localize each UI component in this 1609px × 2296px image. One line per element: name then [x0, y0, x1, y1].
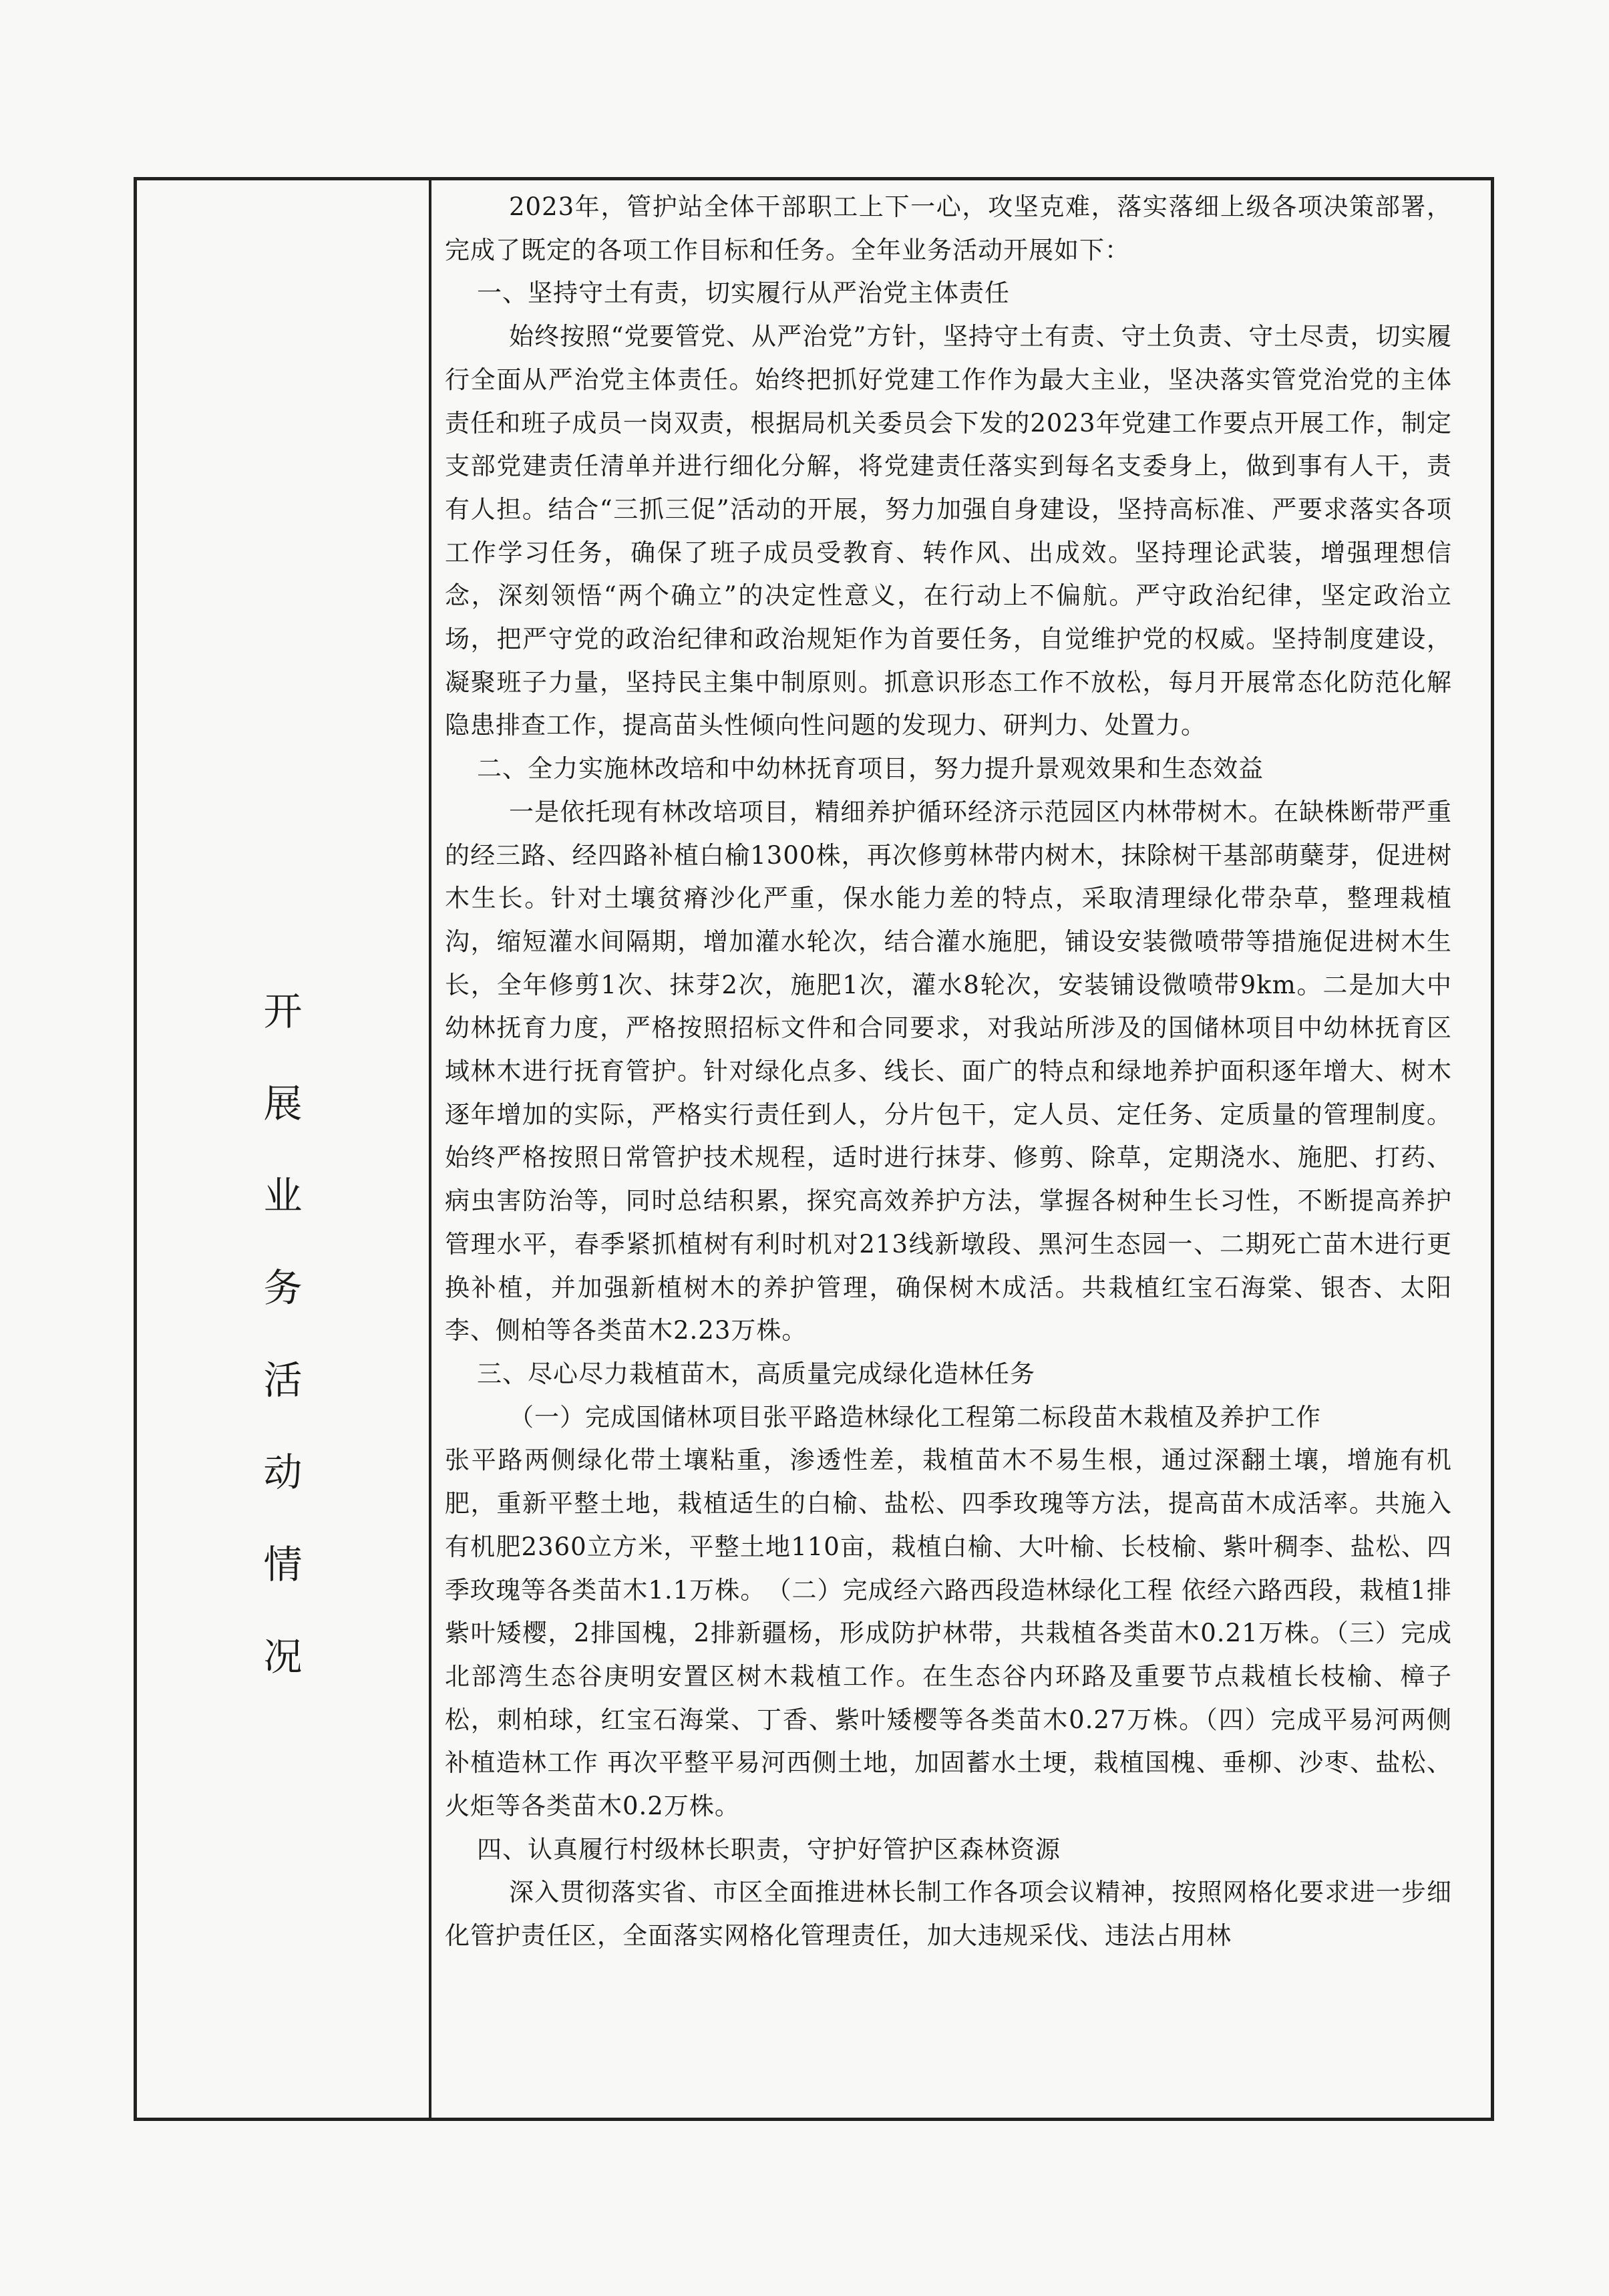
section-subheading-3-1: （一）完成国储林项目张平路造林绿化工程第二标段苗木栽植及养护工作 — [509, 1402, 1321, 1432]
section-label-char: 动 — [263, 1450, 303, 1495]
section-label — [137, 989, 429, 1730]
intro-paragraph: 2023年，管护站全体干部职工上下一心，攻坚克难，落实落细上级各项决策部署，完成了既定的各项工作目标和任务。全年业务活动开展如下： — [445, 192, 1452, 265]
section-heading-1: 一、坚持守土有责，切实履行从严治党主体责任 — [477, 279, 1010, 308]
section-label-cell — [137, 180, 431, 2118]
section-label-char: 况 — [263, 1634, 303, 1679]
section-heading-2: 二、全力实施林改培和中幼林抚育项目，努力提升景观效果和生态效益 — [477, 754, 1264, 784]
section-body-3: 张平路两侧绿化带土壤粘重，渗透性差，栽植苗木不易生根，通过深翻土壤，增施有机肥，重新平整土地，栽植适生的白榆、盐松、四季玫瑰等方法，提高苗木成活率。共施入有机肥2360立方米，平整土地110亩，栽植白榆、大叶榆、长枝榆、紫叶稠李、盐松、四季玫瑰等各类苗木1.1万株。 （二）完成经六路西段造林绿化工程 依经六路西段，栽植1排紫叶矮樱，2排国槐，2排新疆杨，形成防护林带，共栽植各类苗木0.21万株。（三）完成北部湾生态谷庚明安置区树木栽植工作。在生态谷内环路及重要节点栽植长枝榆、樟子松，刺柏球，红宝石海棠、丁香、紫叶矮樱等各类苗木0.27万株。（四）完成平易河两侧补植造林工作 再次平整平易河西侧土地，加固蓄水土埂，栽植国槐、垂柳、沙枣、盐松、火炬等各类苗木0.2万株。 — [445, 1446, 1452, 1821]
section-label-char: 情 — [263, 1542, 303, 1587]
section-label-char: 业 — [263, 1173, 303, 1218]
section-heading-3: 三、尽心尽力栽植苗木，高质量完成绿化造林任务 — [477, 1359, 1035, 1388]
section-label-char: 活 — [263, 1357, 303, 1403]
content-cell — [431, 180, 1491, 2118]
section-label-char: 展 — [263, 1081, 303, 1126]
section-label-char: 务 — [263, 1265, 303, 1311]
section-body-2: 一是依托现有林改培项目，精细养护循环经济示范园区内林带树木。在缺株断带严重的经三路、经四路补植白榆1300株，再次修剪林带内树木，抹除树干基部萌蘖芽，促进树木生长。针对土壤贫瘠沙化严重，保水能力差的特点，采取清理绿化带杂草，整理栽植沟，缩短灌水间隔期，增加灌水轮次，结合灌水施肥，铺设安装微喷带等措施促进树木生长，全年修剪1次、抹芽2次，施肥1次，灌水8轮次，安装铺设微喷带9km。二是加大中幼林抚育力度，严格按照招标文件和合同要求，对我站所涉及的国储林项目中幼林抚育区域林木进行抚育管护。针对绿化点多、线长、面广的特点和绿地养护面积逐年增大、树木逐年增加的实际，严格实行责任到人，分片包干，定人员、定任务、定质量的管理制度。始终严格按照日常管护技术规程，适时进行抹芽、修剪、除草，定期浇水、施肥、打药、病虫害防治等，同时总结积累，探究高效养护方法，掌握各树种生长习性，不断提高养护管理水平，春季紧抓植树有利时机对213线新墩段、黑河生态园一、二期死亡苗木进行更换补植，并加强新植树木的养护管理，确保树木成活。共栽植红宝石海棠、银杏、太阳李、侧柏等各类苗木2.23万株。 — [445, 797, 1452, 1345]
section-label-char: 开 — [263, 989, 303, 1034]
section-heading-4: 四、认真履行村级林长职责，守护好管护区森林资源 — [477, 1834, 1061, 1864]
activity-form-table — [134, 177, 1494, 2121]
section-body-1: 始终按照“党要管党、从严治党”方针，坚持守土有责、守土负责、守土尽责，切实履行全面从严治党主体责任。始终把抓好党建工作作为最大主业，坚决落实管党治党的主体责任和班子成员一岗双责，根据局机关委员会下发的2023年党建工作要点开展工作，制定支部党建责任清单并进行细化分解，将党建责任落实到每名支委身上，做到事有人干，责有人担。结合“三抓三促”活动的开展，努力加强自身建设，坚持高标准、严要求落实各项工作学习任务，确保了班子成员受教育、转作风、出成效。坚持理论武装，增强理想信念，深刻领悟“两个确立”的决定性意义，在行动上不偏航。严守政治纪律，坚定政治立场，把严守党的政治纪律和政治规矩作为首要任务，自觉维护党的权威。坚持制度建设，凝聚班子力量，坚持民主集中制原则。抓意识形态工作不放松，每月开展常态化防范化解隐患排查工作，提高苗头性倾向性问题的发现力、研判力、处置力。 — [445, 322, 1452, 740]
section-body-4: 深入贯彻落实省、市区全面推进林长制工作各项会议精神，按照网格化要求进一步细化管护责任区，全面落实网格化管理责任，加大违规采伐、违法占用林 — [445, 1878, 1452, 1951]
